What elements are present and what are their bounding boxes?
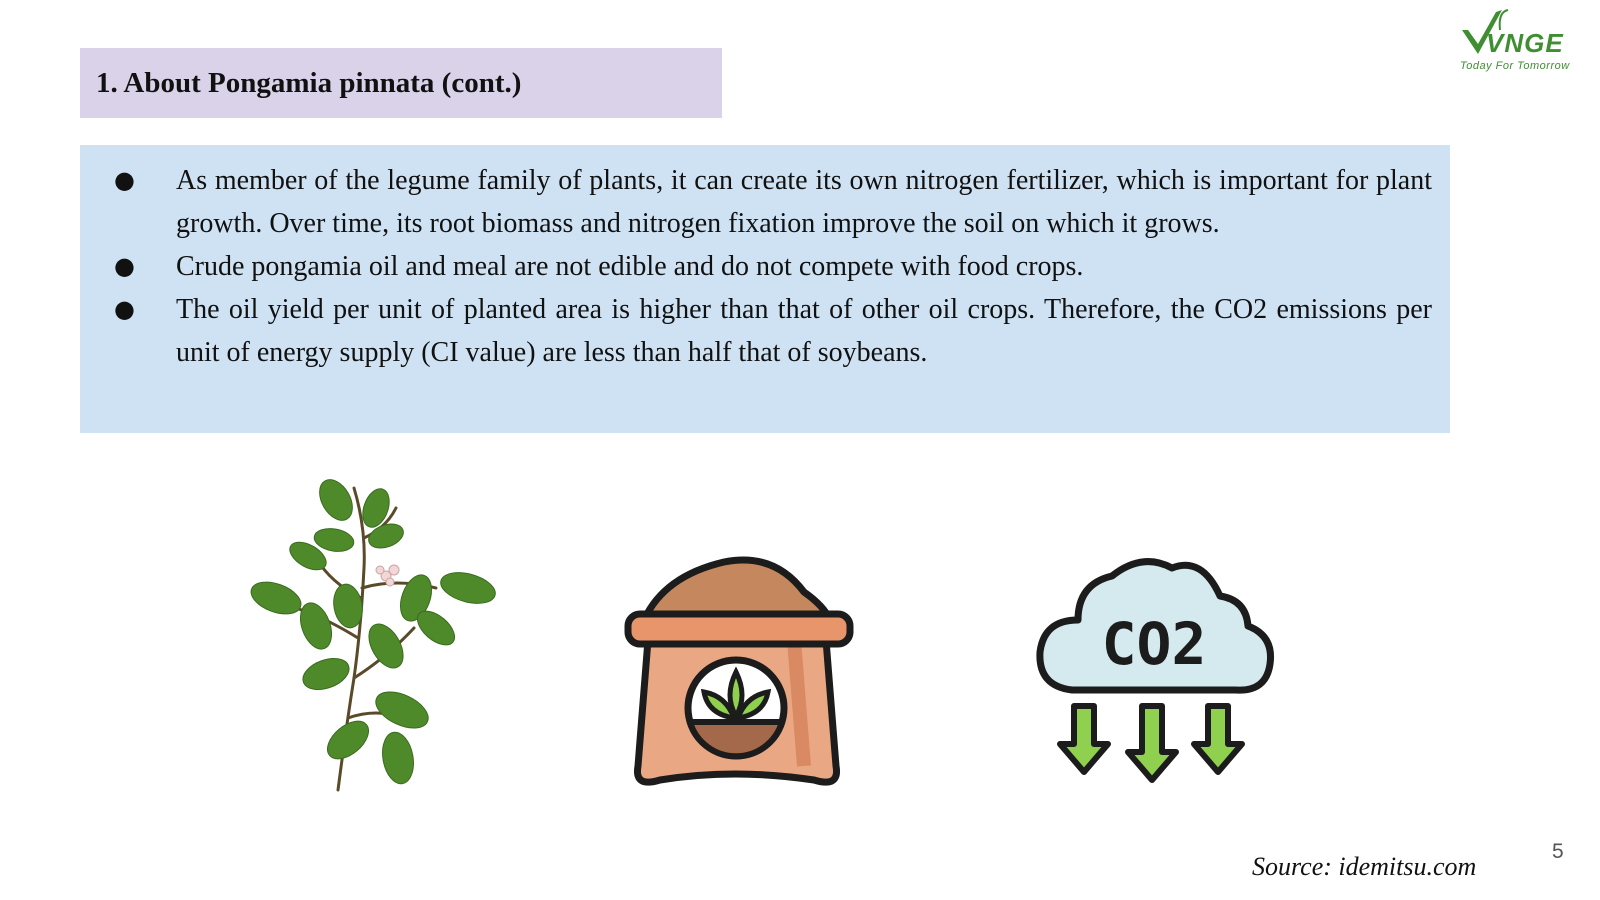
content-box	[80, 145, 1450, 433]
bullet-list	[114, 159, 1432, 374]
bullet-text: As member of the legume family of plants, it can create its own nitrogen fertilizer, which is important for plant growth. Over time, its root biomass and nitrogen fixation improve the soil on which it grows.	[176, 165, 1432, 239]
pongamia-plant-icon	[236, 478, 504, 796]
bullet-marker: ●	[114, 166, 135, 194]
page-number: 5	[1552, 840, 1564, 863]
logo-tagline: Today For Tomorrow	[1460, 60, 1570, 72]
bullet-item-not-edible	[114, 245, 1432, 288]
bullet-marker: ●	[114, 252, 135, 280]
source-credit: Source: idemitsu.com	[1252, 852, 1477, 881]
bullet-marker: ●	[114, 295, 135, 323]
vnge-logo	[1456, 6, 1600, 78]
bullet-text: Crude pongamia oil and meal are not edible and do not compete with food crops.	[176, 251, 1084, 282]
slide-title: 1. About Pongamia pinnata (cont.)	[96, 66, 522, 99]
bullet-item-nitrogen	[114, 159, 1432, 245]
bullet-item-oil-yield	[114, 288, 1432, 374]
co2-cloud-icon	[1032, 556, 1282, 796]
slide-title-bar	[80, 48, 722, 118]
bullet-text: The oil yield per unit of planted area is higher than that of other oil crops. Therefore, the CO2 emissions per unit of energy supply (CI value) are less than half that of soybeans.	[176, 294, 1432, 368]
co2-label: CO2	[1101, 610, 1207, 678]
fertilizer-bag-icon	[624, 556, 854, 796]
logo-brand-text: VNGE	[1486, 28, 1564, 58]
